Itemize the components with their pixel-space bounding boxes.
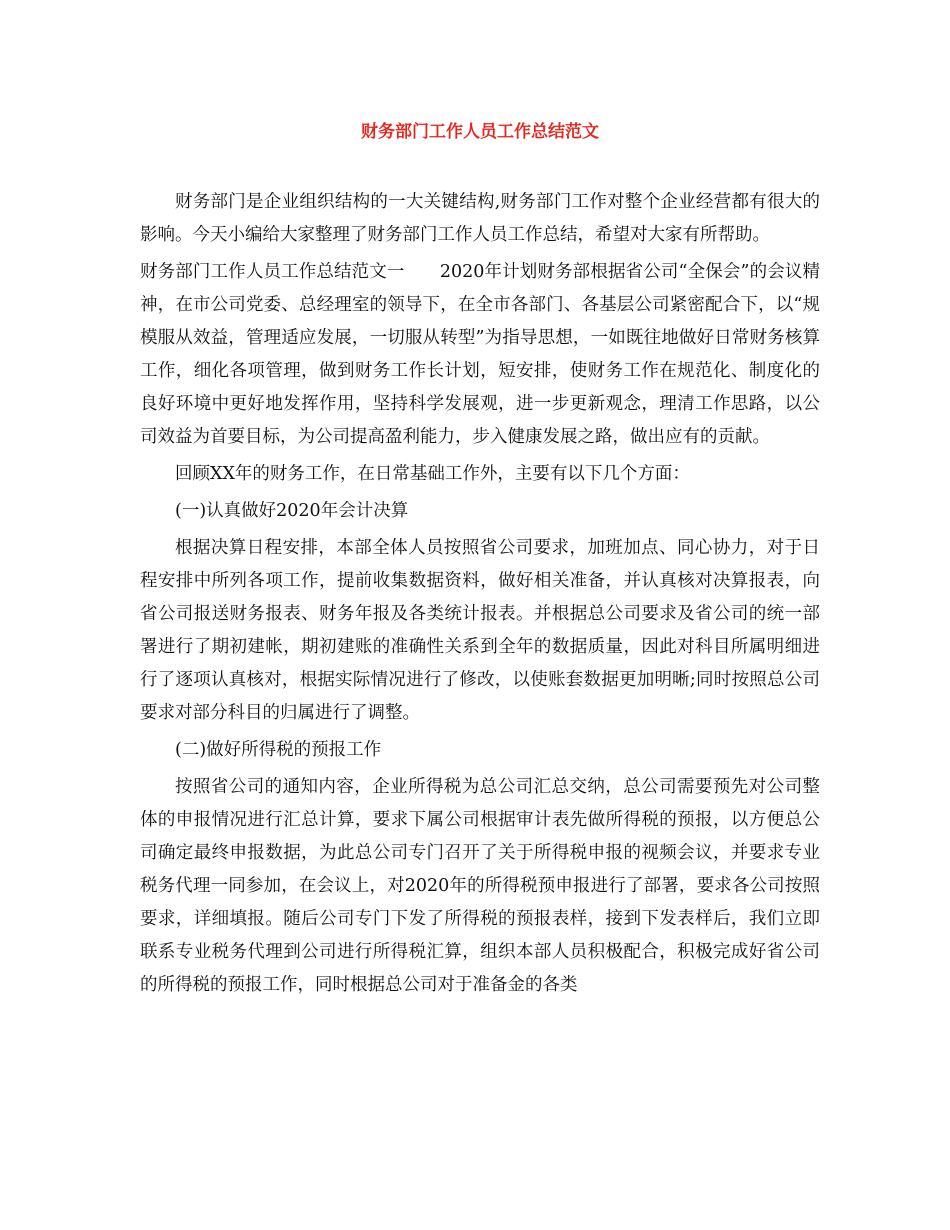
document-page	[140, 118, 820, 1002]
paragraph-section-one-opening: 财务部门工作人员工作总结范文一 2020年计划财务部根据省公司“全保会”的会议精神，在市公司党委、总经理室的领导下，在全市各部门、各基层公司紧密配合下，以“规模服从效益，管理适应发展，一切服从转型”为指导思想，一如既往地做好日常财务核算工作，细化各项管理，做到财务工作长计划，短安排，使财务工作在规范化、制度化的良好环境中更好地发挥作用，坚持科学发展观，进一步更新观念，理清工作思路，以公司效益为首要目标，为公司提高盈利能力，步入健康发展之路，做出应有的贡献。	[140, 262, 820, 447]
paragraph-intro: 财务部门是企业组织结构的一大关键结构,财务部门工作对整个企业经营都有很大的影响。今天小编给大家整理了财务部门工作人员工作总结，希望对大家有所帮助。	[140, 192, 820, 245]
heading-item-one: (一)认真做好2020年会计决算	[175, 501, 409, 521]
paragraph-item-two: 按照省公司的通知内容，企业所得税为总公司汇总交纳，总公司需要预先对公司整体的申报情况进行汇总计算，要求下属公司根据审计表先做所得税的预报，以方便总公司确定最终申报数据，为此总公司专门召开了关于所得税申报的视频会议，并要求专业税务代理一同参加，在会议上，对2020年的所得税预申报进行了部署，要求各公司按照要求，详细填报。随后公司专门下发了所得税的预报表样，接到下发表样后，我们立即联系专业税务代理到公司进行所得税汇算，组织本部人员积极配合，积极完成好省公司的所得税的预报工作，同时根据总公司对于准备金的各类	[140, 777, 820, 995]
paragraph-review: 回顾XX年的财务工作，在日常基础工作外，主要有以下几个方面：	[175, 464, 690, 484]
paragraph-item-one: 根据决算日程安排，本部全体人员按照省公司要求，加班加点、同心协力，对于日程安排中所列各项工作，提前收集数据资料，做好相关准备，并认真核对决算报表，向省公司报送财务报表、财务年报及各类统计报表。并根据总公司要求及省公司的统一部署进行了期初建帐，期初建账的准确性关系到全年的数据质量，因此对科目所属明细进行了逐项认真核对，根据实际情况进行了修改，以使账套数据更加明晰;同时按照总公司要求对部分科目的归属进行了调整。	[140, 538, 820, 723]
document-title: 财务部门工作人员工作总结范文	[361, 122, 599, 142]
heading-item-two: (二)做好所得税的预报工作	[175, 740, 382, 760]
